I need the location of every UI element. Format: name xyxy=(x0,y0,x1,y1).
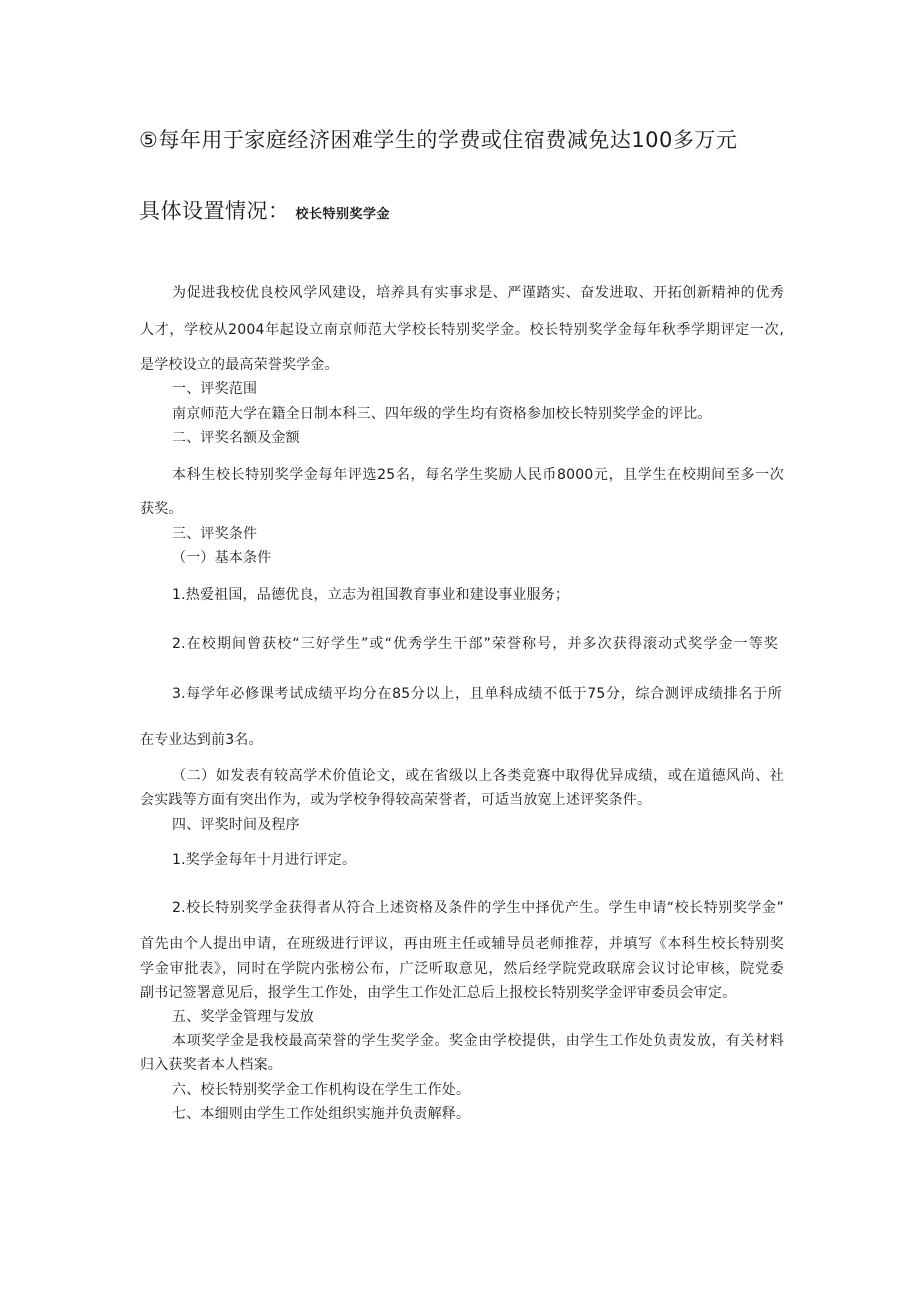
section-5-line-1: 本项奖学金是我校最高荣誉的学生奖学金。奖金由学校提供，由学生工作处负责发放，有关材料 xyxy=(172,1033,784,1049)
section-1-title: 一、评奖范围 xyxy=(172,381,258,397)
section-6-text: 六、校长特别奖学金工作机构设在学生工作处。 xyxy=(172,1082,471,1098)
section-4-item-2-line-2: 首先由个人提出申请，在班级进行评议，再由班主任或辅导员老师推荐，并填写《本科生校长特别奖 xyxy=(140,936,784,952)
setup-label: 具体设置情况： xyxy=(139,199,290,223)
section-7-text: 七、本细则由学生工作处组织实施并负责解释。 xyxy=(172,1106,471,1122)
setup-bold-title: 校长特别奖学金 xyxy=(295,207,391,222)
section-3-sub-1: （一）基本条件 xyxy=(172,550,272,566)
section-1-text: 南京师范大学在籍全日制本科三、四年级的学生均有资格参加校长特别奖学金的评比。 xyxy=(172,406,712,422)
intro-line-2: 人才，学校从2004年起设立南京师范大学校长特别奖学金。校长特别奖学金每年秋季学期评定一次, xyxy=(140,322,784,338)
section-3-item-3-line-1: 3.每学年必修课考试成绩平均分在85分以上，且单科成绩不低于75分，综合测评成绩排名于所 xyxy=(172,686,782,702)
section-2-line-2: 获奖。 xyxy=(140,501,183,517)
section-3-title: 三、评奖条件 xyxy=(172,526,258,542)
section-4-title: 四、评奖时间及程序 xyxy=(172,817,300,833)
section-2-line-1: 本科生校长特别奖学金每年评选25名，每名学生奖励人民币8000元，且学生在校期间至多一次 xyxy=(172,467,784,483)
section-3-item-2: 2.在校期间曾获校“三好学生”或“优秀学生干部”荣誉称号，并多次获得滚动式奖学金一等奖 xyxy=(172,636,778,652)
heading-line: ⑤每年用于家庭经济困难学生的学费或住宿费减免达100多万元 xyxy=(139,128,738,152)
setup-line xyxy=(139,198,390,228)
section-4-item-2-line-3: 学金审批表》，同时在学院内张榜公布，广泛听取意见，然后经学院党政联席会议讨论审核，院党委 xyxy=(140,961,784,977)
section-3-item-1: 1.热爱祖国，品德优良，立志为祖国教育事业和建设事业服务； xyxy=(172,587,570,603)
section-3-sub-2-line-1: （二）如发表有较高学术价值论文，或在省级以上各类竞赛中取得优异成绩，或在道德风尚、社 xyxy=(172,768,784,784)
section-4-item-2-line-1: 2.校长特别奖学金获得者从符合上述资格及条件的学生中择优产生。学生申请“校长特别奖学金” xyxy=(172,900,784,916)
intro-line-1: 为促进我校优良校风学风建设，培养具有实事求是、严谨踏实、奋发进取、开拓创新精神的优秀 xyxy=(172,285,784,301)
section-2-title: 二、评奖名额及金额 xyxy=(172,430,300,446)
section-5-line-2: 归入获奖者本人档案。 xyxy=(140,1057,282,1073)
section-4-item-1: 1.奖学金每年十月进行评定。 xyxy=(172,852,357,868)
intro-line-3: 是学校设立的最高荣誉奖学金。 xyxy=(140,357,339,373)
section-3-item-3-line-2: 在专业达到前3名。 xyxy=(140,732,263,748)
section-3-sub-2-line-2: 会实践等方面有突出作为，或为学校争得较高荣誉者，可适当放宽上述评奖条件。 xyxy=(140,792,652,808)
section-4-item-2-line-4: 副书记签署意见后，报学生工作处，由学生工作处汇总后上报校长特别奖学金评审委员会审定。 xyxy=(140,985,737,1001)
section-5-title: 五、奖学金管理与发放 xyxy=(172,1009,314,1025)
